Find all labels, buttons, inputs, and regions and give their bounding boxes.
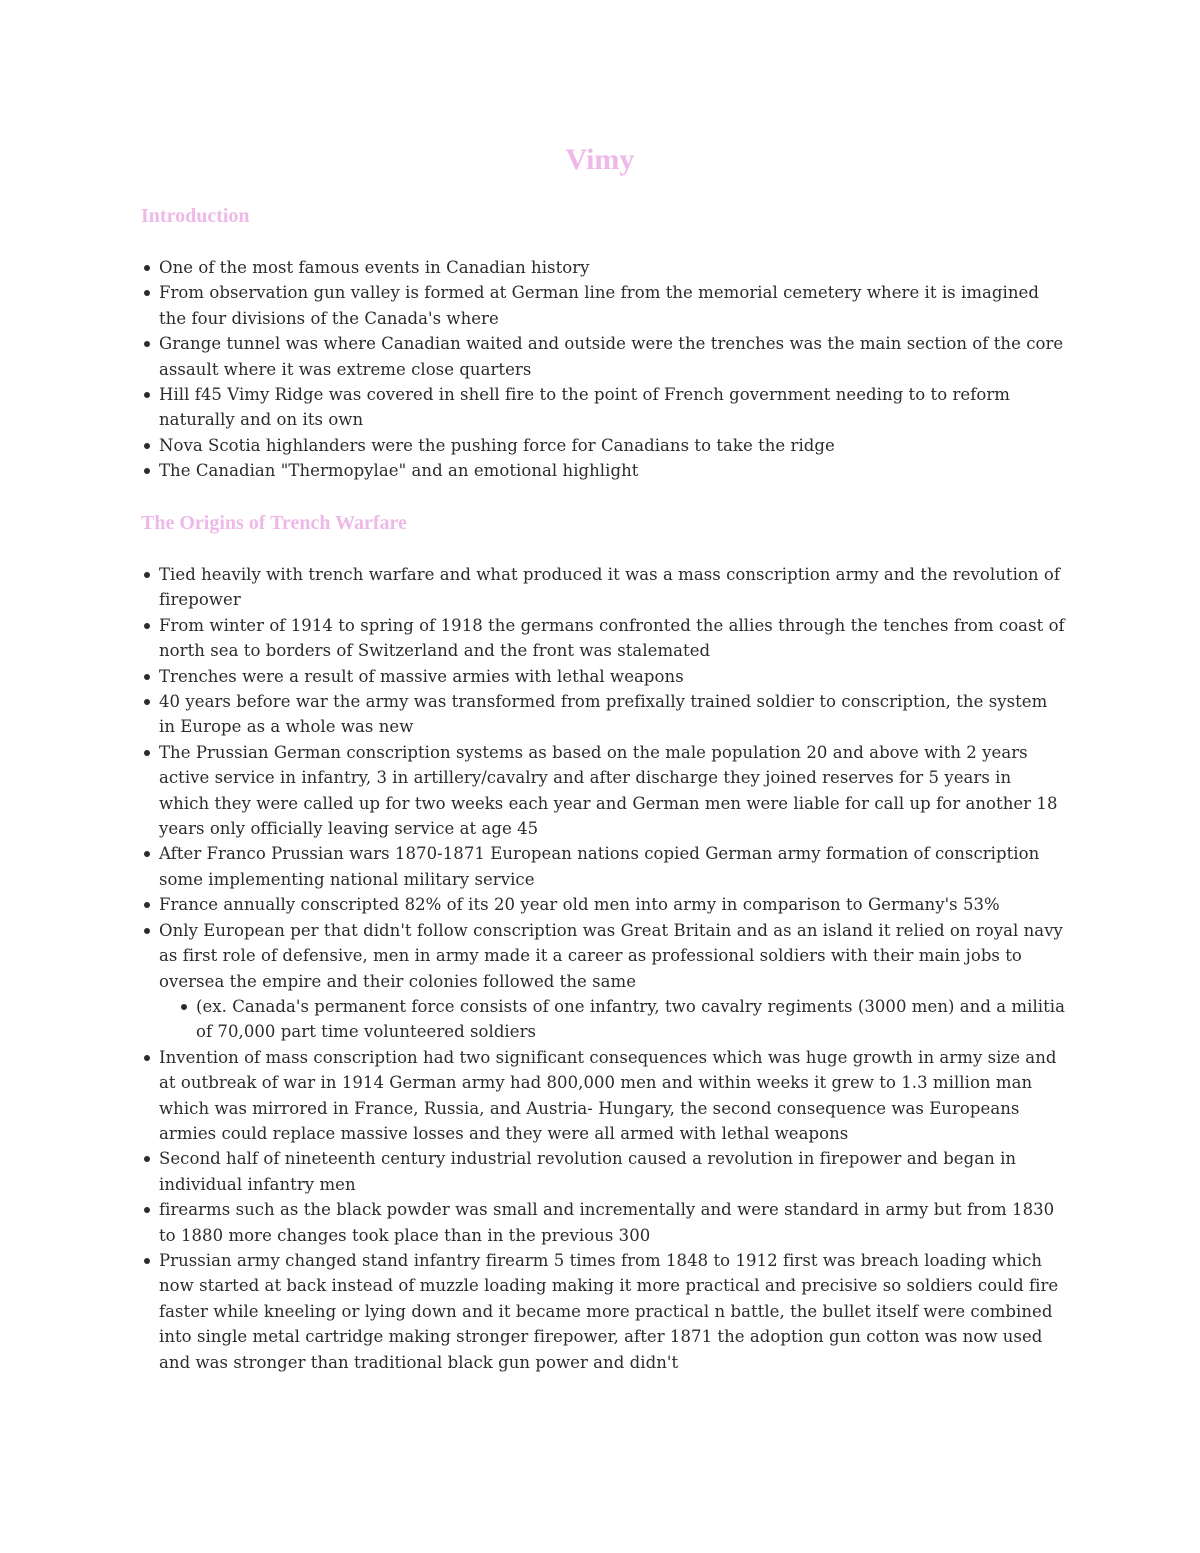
list-item: Nova Scotia highlanders were the pushing force for Canadians to take the ridge xyxy=(141,433,1066,458)
list-item: One of the most famous events in Canadian history xyxy=(141,255,1066,280)
list-item: Hill f45 Vimy Ridge was covered in shell fire to the point of French government needing to to reform naturally and on its own xyxy=(141,382,1066,433)
list-item: 40 years before war the army was transformed from prefixally trained soldier to conscription, the system in Europe as a whole was new xyxy=(141,689,1066,740)
list-item: France annually conscripted 82% of its 20 year old men into army in comparison to Germany's 53% xyxy=(141,892,1066,917)
list-item: After Franco Prussian wars 1870-1871 European nations copied German army formation of conscription some implementing national military service xyxy=(141,841,1066,892)
list-item: Grange tunnel was where Canadian waited and outside were the trenches was the main section of the core assault where it was extreme close quarters xyxy=(141,331,1066,382)
list-item: Invention of mass conscription had two significant consequences which was huge growth in army size and at outbreak of war in 1914 German army had 800,000 men and within weeks it grew to 1.3 million man which was mirrored in France, Russia, and Austria- Hungary, the second consequence was Europeans armies could replace massive losses and they were all armed with lethal weapons xyxy=(141,1045,1066,1147)
introduction-bullet-list xyxy=(141,255,1066,484)
list-item: Prussian army changed stand infantry firearm 5 times from 1848 to 1912 first was breach loading which now started at back instead of muzzle loading making it more practical and precisive so soldiers could fire faster while kneeling or lying down and it became more practical n battle, the bullet itself were combined into single metal cartridge making stronger firepower, after 1871 the adoption gun cotton was now used and was stronger than traditional black gun power and didn't xyxy=(141,1248,1066,1375)
section-heading-origins-of-trench-warfare: The Origins of Trench Warfare xyxy=(141,512,407,534)
list-item: From observation gun valley is formed at German line from the memorial cemetery where it is imagined the four divisions of the Canada's where xyxy=(141,280,1066,331)
section-heading-introduction: Introduction xyxy=(141,205,250,227)
list-item: Tied heavily with trench warfare and what produced it was a mass conscription army and the revolution of firepower xyxy=(141,562,1066,613)
list-item: firearms such as the black powder was small and incrementally and were standard in army but from 1830 to 1880 more changes took place than in the previous 300 xyxy=(141,1197,1066,1248)
list-item: Only European per that didn't follow conscription was Great Britain and as an island it relied on royal navy as first role of defensive, men in army made it a career as professional soldiers with their main jobs to oversea the empire and their colonies followed the same xyxy=(141,918,1066,994)
list-item: The Prussian German conscription systems as based on the male population 20 and above with 2 years active service in infantry, 3 in artillery/cavalry and after discharge they joined reserves for 5 years in which they were called up for two weeks each year and German men were liable for call up for another 18 years only officially leaving service at age 45 xyxy=(141,740,1066,842)
list-item: From winter of 1914 to spring of 1918 the germans confronted the allies through the tenches from coast of north sea to borders of Switzerland and the front was stalemated xyxy=(141,613,1066,664)
document-title: Vimy xyxy=(565,143,635,176)
sub-list-item: (ex. Canada's permanent force consists of one infantry, two cavalry regiments (3000 men) and a militia of 70,000 part time volunteered soldiers xyxy=(178,994,1066,1045)
list-item: Trenches were a result of massive armies with lethal weapons xyxy=(141,664,1066,689)
origins-bullet-list xyxy=(141,562,1066,1375)
list-item: The Canadian "Thermopylae" and an emotional highlight xyxy=(141,458,1066,483)
list-item: Second half of nineteenth century industrial revolution caused a revolution in firepower and began in individual infantry men xyxy=(141,1146,1066,1197)
